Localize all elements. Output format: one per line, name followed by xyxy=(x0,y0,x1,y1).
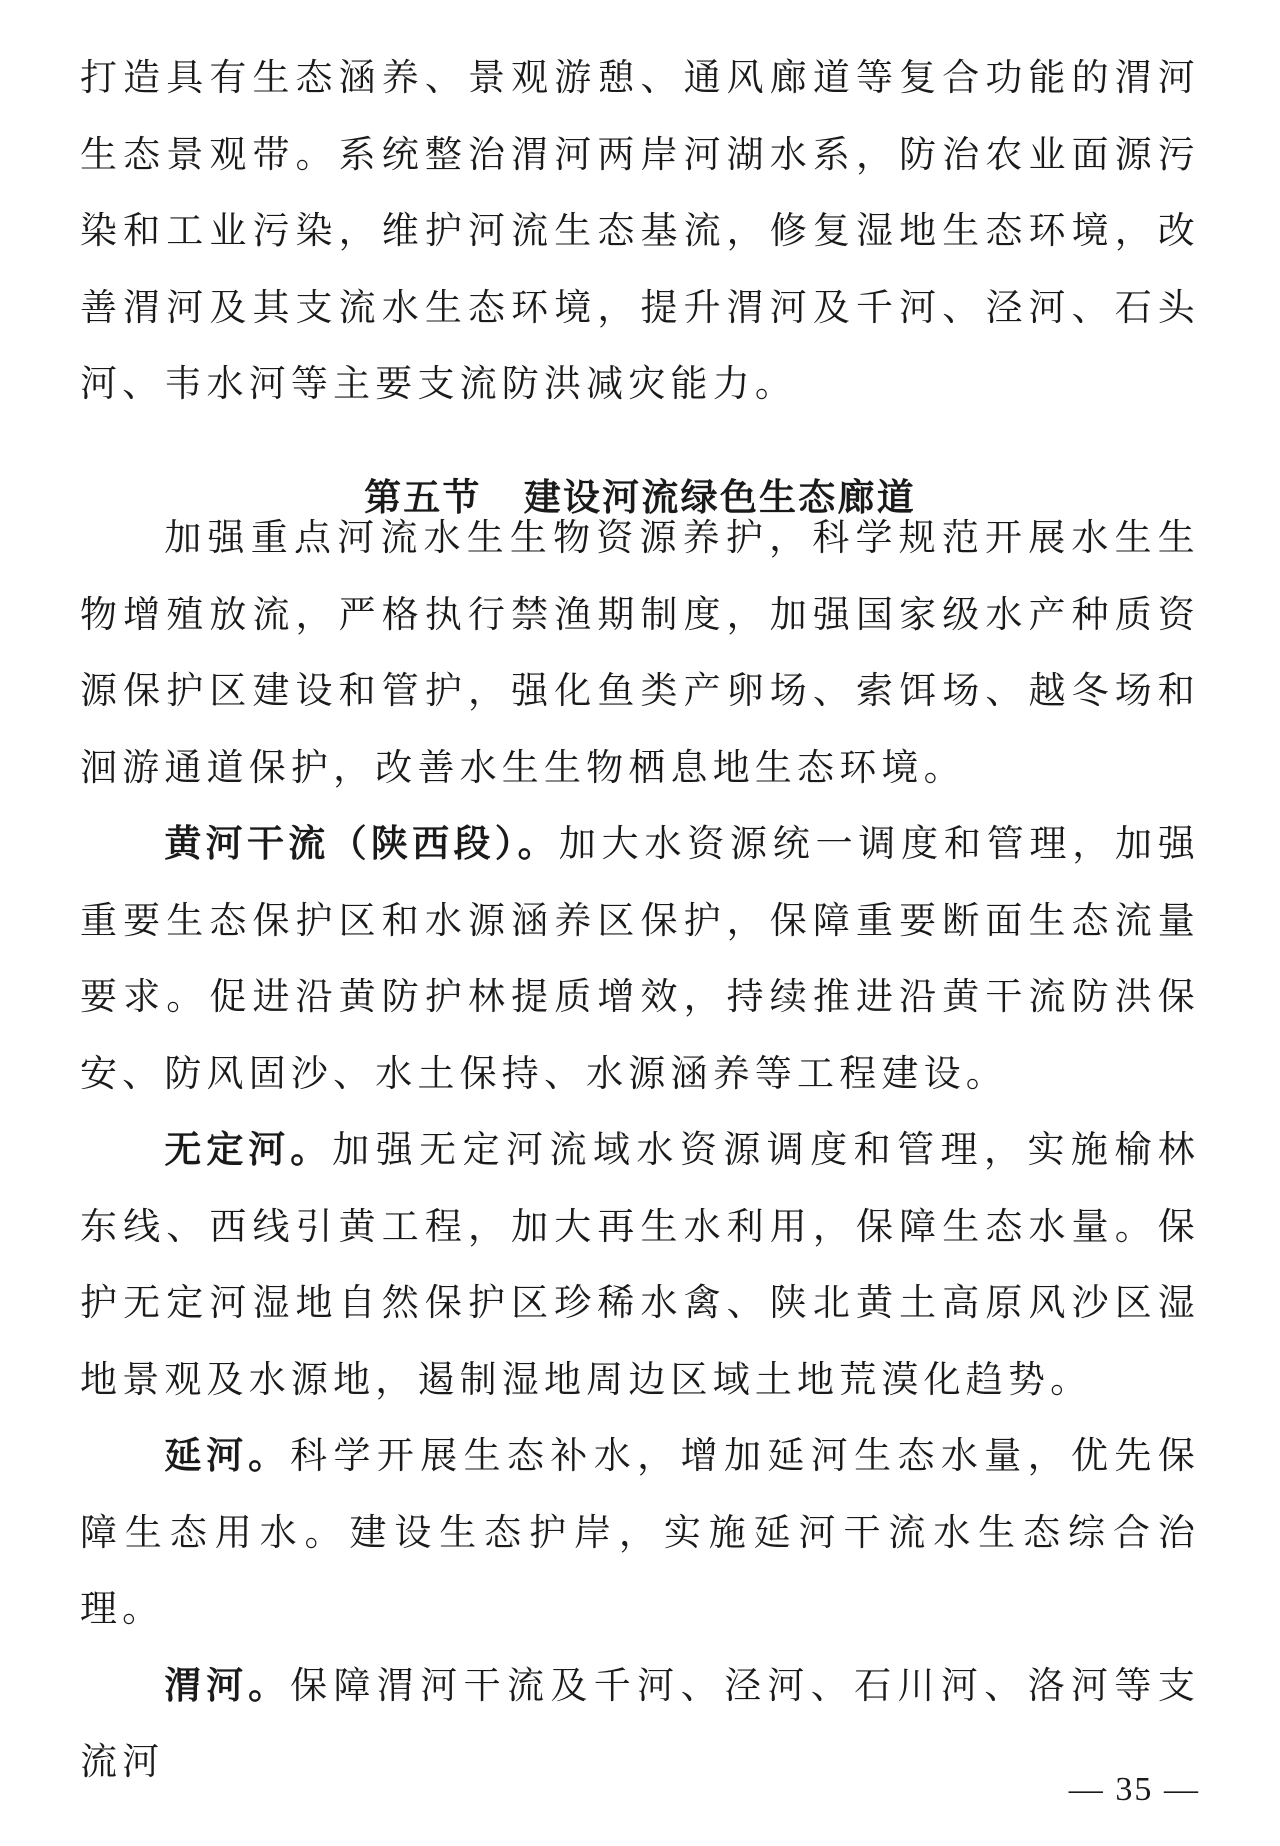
body-block xyxy=(80,500,1200,1801)
paragraph-aquatic xyxy=(80,500,1200,806)
paragraph-lead: 无定河。 xyxy=(164,1128,333,1171)
paragraph-lead: 延河。 xyxy=(164,1434,291,1477)
paragraph-lead: 黄河干流（陕西段）。 xyxy=(164,822,559,865)
section-title: 建设河流绿色生态廊道 xyxy=(523,476,916,519)
paragraph-text: 科学开展生态补水，增加延河生态水量，优先保障生态用水。建设生态护岸，实施延河干流水生态综合治理。 xyxy=(80,1434,1201,1630)
paragraph-yan-river xyxy=(80,1418,1200,1648)
paragraph-text: 加强无定河流域水资源调度和管理，实施榆林东线、西线引黄工程，加大再生水利用，保障生态水量。保护无定河湿地自然保护区珍稀水禽、陕北黄土高原风沙区湿地景观及水源地，遏制湿地周边区域土地荒漠化趋势。 xyxy=(80,1128,1200,1401)
intro-block xyxy=(80,40,1200,423)
section-number: 第五节 xyxy=(364,476,482,519)
paragraph-text: 加强重点河流水生生物资源养护，科学规范开展水生生物增殖放流，严格执行禁渔期制度，加强国家级水产种质资源保护区建设和管护，强化鱼类产卵场、索饵场、越冬场和洄游通道保护，改善水生生物栖息地生态环境。 xyxy=(80,516,1200,789)
paragraph-yellow-river xyxy=(80,806,1200,1112)
page-number: — 35 — xyxy=(1068,1771,1200,1808)
paragraph-lead: 渭河。 xyxy=(164,1663,291,1707)
paragraph-text: 保障渭河干流及千河、泾河、石川河、洛河等支流河 xyxy=(80,1663,1201,1783)
paragraph-text: 加大水资源统一调度和管理，加强重要生态保护区和水源涵养区保护，保障重要断面生态流量要求。促进沿黄防护林提质增效，持续推进沿黄干流防洪保安、防风固沙、水土保持、水源涵养等工程建设。 xyxy=(80,822,1200,1095)
intro-paragraph: 打造具有生态涵养、景观游憩、通风廊道等复合功能的渭河生态景观带。系统整治渭河两岸河湖水系，防治农业面源污染和工业污染，维护河流生态基流，修复湿地生态环境，改善渭河及其支流水生态环境，提升渭河及千河、泾河、石头河、韦水河等主要支流防洪减灾能力。 xyxy=(80,56,1200,405)
paragraph-wei-river xyxy=(80,1648,1200,1801)
paragraph-wuding-river xyxy=(80,1112,1200,1418)
